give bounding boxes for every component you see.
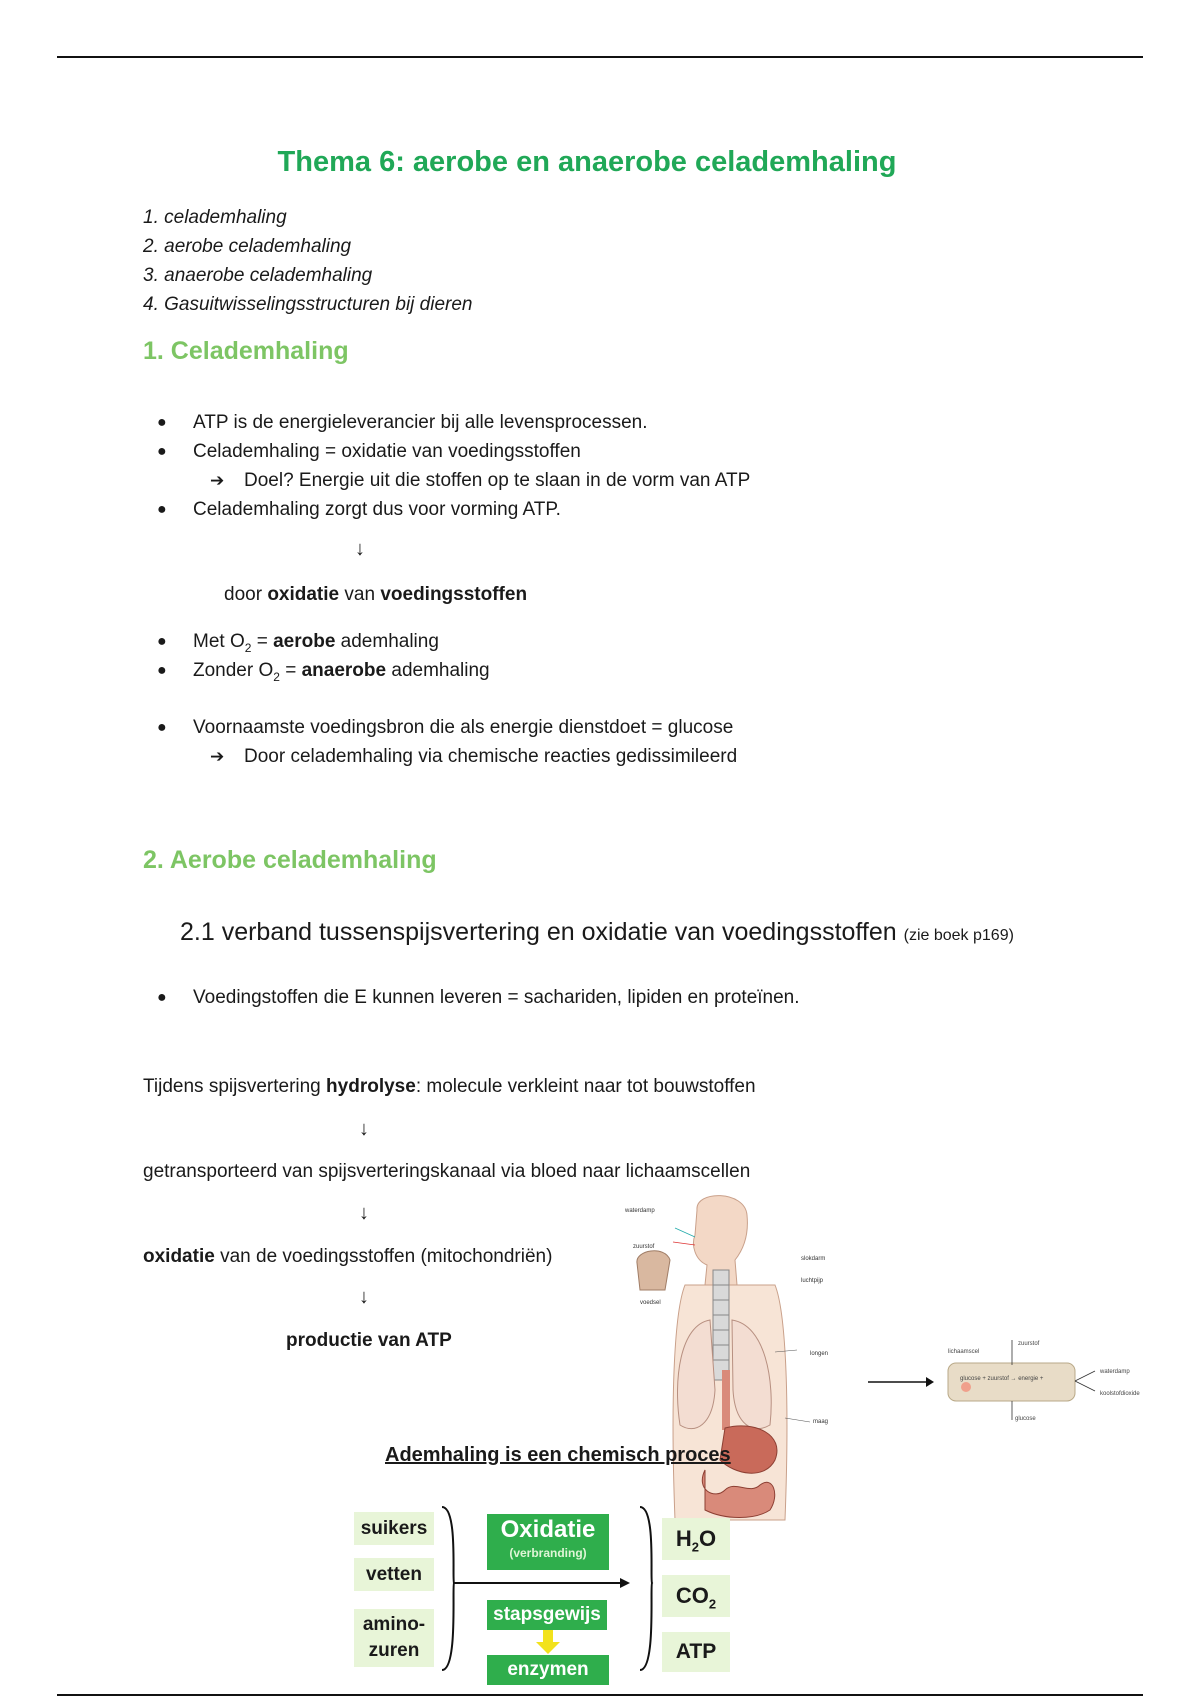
output-atp: ATP (662, 1632, 730, 1672)
respiratory-system-illustration (625, 1190, 840, 1525)
section-1-bullets (157, 408, 1057, 524)
down-arrow: ↓ (359, 1286, 369, 1308)
list-item: ● Zonder $O_2$ = anaerobe ademhaling (157, 656, 1057, 685)
enzymen-box: enzymen (487, 1655, 609, 1685)
transport-line: getransporteerd van spijsverteringskanaal via bloed naar lichaamscellen (143, 1161, 751, 1182)
oxidatie-box: Oxidatie (verbranding) (487, 1514, 609, 1570)
list-item: ● Celademhaling = oxidatie van voedingsstoffen (157, 437, 1057, 466)
list-item: ● Voornaamste voedingsbron die als energie dienstdoet = glucose (157, 713, 1057, 742)
list-item: ● ATP is de energieleverancier bij alle levensprocessen. (157, 408, 1057, 437)
toc-item: 3. anaerobe celademhaling (143, 265, 373, 286)
section-2-heading: 2. Aerobe celademhaling (143, 846, 437, 874)
arrow-right-icon: ➔ (210, 471, 225, 490)
svg-text:maag: maag (813, 1419, 829, 1425)
bullet-icon: ● (157, 989, 167, 1006)
arrow-right-icon: ➔ (210, 747, 225, 766)
output-h2o: $H_2O$ (662, 1518, 730, 1560)
atp-production-line: productie van ATP (286, 1330, 452, 1351)
oxidatie-line: oxidatie van de voedingsstoffen (mitochondriën) (143, 1246, 553, 1267)
bullet-icon: ● (157, 662, 167, 679)
bullet-icon: ● (157, 414, 167, 431)
bullet-icon: ● (157, 633, 167, 650)
hydrolyse-line: Tijdens spijsvertering hydrolyse: molecule verkleint naar tot bouwstoffen (143, 1076, 756, 1097)
svg-text:waterdamp: waterdamp (625, 1208, 655, 1214)
svg-text:longen: longen (810, 1351, 829, 1357)
input-suikers: suikers (354, 1512, 434, 1545)
list-item: ● Voedingstoffen die E kunnen leveren = sacharidеn, lipiden en proteïnen. (157, 983, 1057, 1012)
output-co2: $CO_2$ (662, 1575, 730, 1617)
svg-text:glucose: glucose (1015, 1416, 1036, 1422)
svg-text:slokdarm: slokdarm (801, 1256, 826, 1262)
input-aminozuren: amino- zuren (354, 1609, 434, 1667)
svg-text:luchtpijp: luchtpijp (801, 1278, 824, 1284)
bullet-icon: ● (157, 501, 167, 518)
down-arrow: ↓ (355, 538, 365, 560)
list-item: ➔ Doel? Energie uit die stoffen op te slaan in de vorm van ATP (157, 466, 1057, 495)
glucose-bullets (157, 713, 1057, 771)
down-arrow: ↓ (359, 1118, 369, 1140)
svg-text:voedsel: voedsel (640, 1300, 661, 1306)
door-oxidatie-line: door oxidatie van voedingsstoffen (224, 584, 528, 605)
bullet-icon: ● (157, 719, 167, 736)
svg-text:koolstofdioxide: koolstofdioxide (1100, 1391, 1140, 1397)
toc-item: 4. Gasuitwisselingsstructuren bij dieren (143, 294, 473, 315)
svg-text:waterdamp: waterdamp (1100, 1369, 1130, 1375)
arrow-down-icon (536, 1630, 560, 1654)
bottom-rule (57, 1694, 1143, 1696)
page-title: Thema 6: aerobe en anaerobe celademhaling (277, 146, 897, 178)
diagram-title: Ademhaling is een chemisch proces (385, 1444, 731, 1466)
svg-text:glucose + zuurstof → energie +: glucose + zuurstof → energie + (960, 1376, 1044, 1382)
section-2-bullets (157, 983, 1057, 1012)
bullet-icon: ● (157, 443, 167, 460)
input-vetten: vetten (354, 1558, 434, 1591)
stapsgewijs-box: stapsgewijs (487, 1600, 607, 1630)
list-item: ➔ Door celademhaling via chemische reacties gedissimileerd (157, 742, 1057, 771)
svg-text:zuurstof: zuurstof (633, 1244, 655, 1250)
oxygen-bullets (157, 627, 1057, 685)
arrow-right-icon (866, 1374, 936, 1390)
list-item: ● Met $O_2$ = aerobe ademhaling (157, 627, 1057, 656)
svg-text:zuurstof: zuurstof (1018, 1341, 1040, 1347)
section-1-heading: 1. Celademhaling (143, 337, 349, 365)
list-item: ● Celademhaling zorgt dus voor vorming ATP. (157, 495, 1057, 524)
svg-text:lichaamscel: lichaamscel (948, 1349, 980, 1355)
body-cell-diagram (940, 1335, 1155, 1430)
subsection-2-1-heading: 2.1 verband tussenspijsvertering en oxidatie van voedingsstoffen (zie boek p169) (180, 918, 1014, 946)
top-rule (57, 56, 1143, 58)
toc-item: 1. celademhaling (143, 207, 287, 228)
table-of-contents (143, 203, 473, 319)
down-arrow: ↓ (359, 1202, 369, 1224)
toc-item: 2. aerobe celademhaling (143, 236, 352, 257)
